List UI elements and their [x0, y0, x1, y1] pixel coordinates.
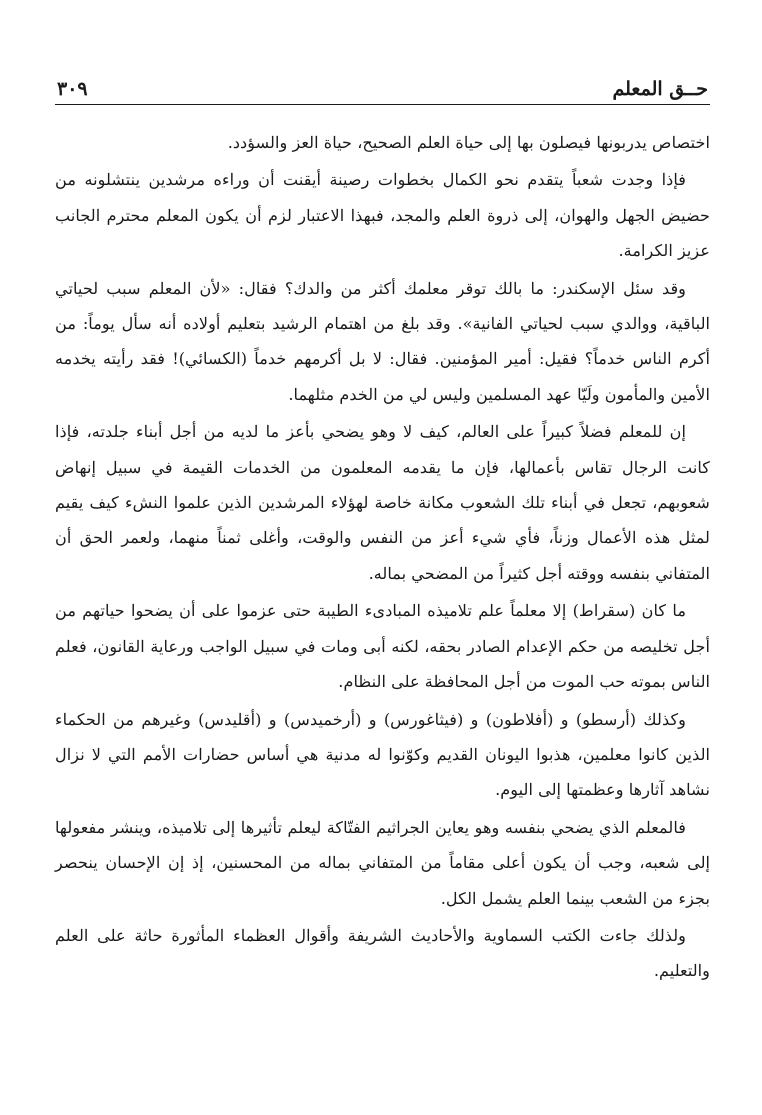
paragraph-8: ولذلك جاءت الكتب السماوية والأحاديث الشريفة وأقوال العظماء المأثورة حاثة على العلم والتعليم. [55, 925, 710, 981]
body-text [55, 125, 710, 989]
paragraph-1: اختصاص يدربونها فيصلون بها إلى حياة العلم الصحيح، حياة العز والسؤدد. [227, 133, 710, 152]
paragraph-3: وقد سئل الإسكندر: ما بالك توقر معلمك أكثر من والدك؟ فقال: «لأن المعلم سبب لحياتي الباقية، ووالدي سبب لحياتي الفانية». وقد بلغ من اهتمام الرشيد بتعليم أولاده أنه سأل يوماً: من أكرم الناس خدماً؟ فقيل: أمير المؤمنين. فقال: لا بل أكرمهم خدماً (الكسائي)! فقد رأيته يخدمه الأمين والمأمون ولَيّا عهد المسلمين وليس لي من الخدم مثلهما. [55, 278, 710, 404]
paragraph-2: فإذا وجدت شعباً يتقدم نحو الكمال بخطوات رصينة أيقنت أن وراءه مرشدين ينتشلونه من حضيض الجهل والهوان، إلى ذروة العلم والمجد، فبهذا الاعتبار لزم أن يكون المعلم محترم الجانب عزيز الكرامة. [55, 170, 710, 261]
running-header [55, 70, 710, 105]
page-number: ٣٠٩ [57, 78, 88, 100]
paragraph-5: ما كان (سقراط) إلا معلماً علم تلاميذه المبادىء الطيبة حتى عزموا على أن يضحوا حياتهم من أجل تخليصه من حكم الإعدام الصادر بحقه، لكنه أبى ومات في سبيل الواجب ورعاية القانون، فعلم الناس بموته حب الموت من أجل المحافظة على النظام. [55, 601, 710, 692]
paragraph-6: وكذلك (أرسطو) و (أفلاطون) و (فيثاغورس) و (أرخميدس) و (أقليدس) وغيرهم من الحكماء الذين كانوا معلمين، هذبوا اليونان القديم وكوّنوا له مدنية هي أساس حضارات الأمم التي لا نزال نشاهد آثارها وعظمتها إلى اليوم. [55, 709, 710, 800]
paragraph-4: إن للمعلم فضلاً كبيراً على العالم، كيف لا وهو يضحي بأعز ما لديه من أجل أبناء جلدته، فإذا كانت الرجال تقاس بأعمالها، فإن ما يقدمه المعلمون من الخدمات القيمة في سبيل إنهاض شعوبهم، تجعل في أبناء تلك الشعوب مكانة خاصة لهؤلاء المرشدين الذين علموا النشء كيف يقيم لمثل هذه الأعمال وزناً، فأي شيء أعز من النفس والوقت، وأغلى ثمناً منهما، ولعمر الحق أن المتفاني بنفسه ووقته أجل كثيراً من المضحي بماله. [55, 422, 710, 583]
paragraph-7: فالمعلم الذي يضحي بنفسه وهو يعاين الجراثيم الفتّاكة ليعلم تأثيرها إلى تلاميذه، وينشر مفعولها إلى شعبه، وجب أن يكون أعلى مقاماً من المتفاني بماله من المحسنين، إذ إن الإحسان ينحصر بجزء من الشعب بينما العلم يشمل الكل. [55, 817, 710, 908]
book-page [55, 70, 710, 991]
chapter-title: حــق المعلم [612, 78, 708, 100]
